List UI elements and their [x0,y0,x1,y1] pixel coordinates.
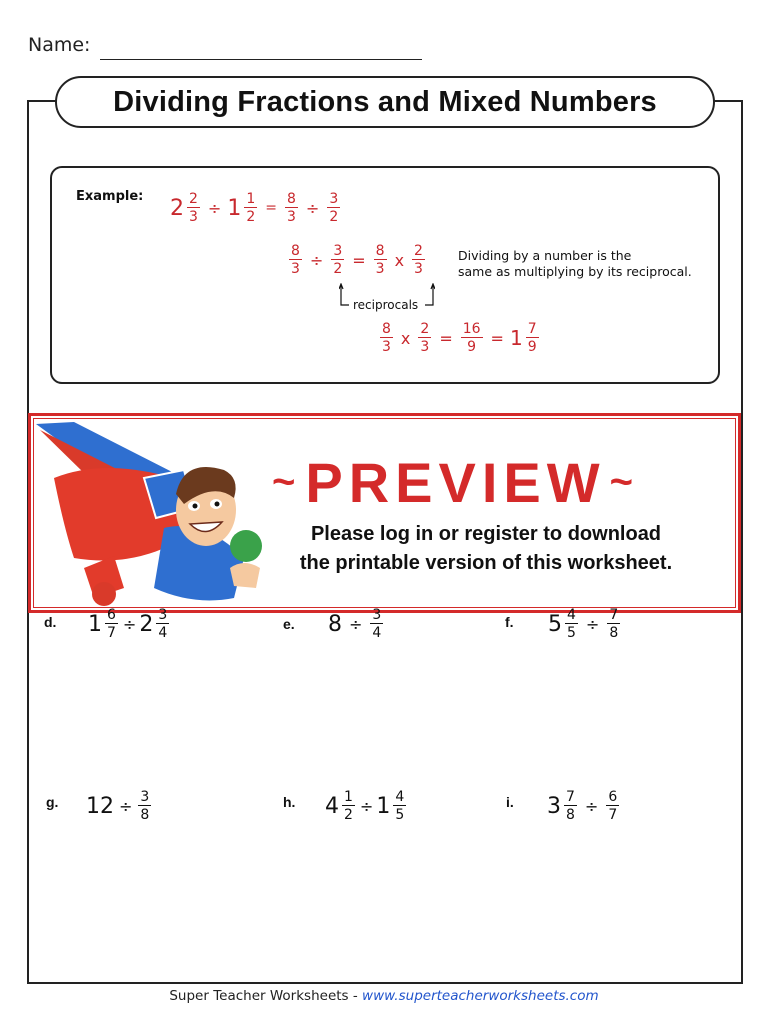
denominator: 9 [467,339,477,355]
numerator: 3 [158,607,168,623]
numerator: 1 [246,191,256,207]
numerator: 3 [140,789,150,805]
fraction [156,608,169,640]
problem-label-g: g. [46,794,59,810]
denominator: 8 [566,807,575,823]
denominator: 3 [420,339,430,355]
whole-number: 3 [547,793,561,819]
problem-f [548,608,622,640]
example-equation-1 [170,192,342,224]
numerator: 4 [395,789,405,805]
fraction [327,192,340,224]
footer-separator: - [348,988,363,1004]
denominator: 7 [608,807,618,823]
operator: ÷ [309,250,324,270]
denominator: 2 [344,807,353,823]
numerator: 7 [566,789,575,805]
operator: ÷ [584,796,599,816]
whole-number: 2 [139,611,154,637]
numerator: 1 [344,789,353,805]
whole-number: 1 [88,611,102,637]
numerator: 16 [462,321,481,337]
equals-sign: = [439,328,453,348]
fraction [138,790,151,822]
problem-label-e: e. [283,616,295,632]
numerator: 6 [608,789,618,805]
preview-message-line: the printable version of this worksheet. [299,552,673,574]
example-label: Example: [76,189,144,204]
problem-d [88,608,171,640]
fraction [461,322,483,354]
denominator: 3 [382,339,391,355]
title-banner [55,76,715,128]
whole-number: 4 [325,793,339,819]
numerator: 6 [107,607,116,623]
example-equation-2 [287,244,427,276]
fraction [380,322,393,354]
denominator: 8 [609,625,619,641]
whole-number: 2 [170,195,184,221]
fraction [564,790,577,822]
tilde-ornament: ~ [272,460,302,504]
numerator: 2 [414,243,423,259]
whole-number: 12 [86,793,114,819]
denominator: 2 [333,261,343,277]
fraction [565,608,578,640]
operator: ÷ [119,796,133,816]
problem-e [328,608,385,640]
frame-divider-right [712,100,743,102]
fraction [374,244,387,276]
fraction [526,322,539,354]
operator: ÷ [305,198,320,218]
problem-label-f: f. [505,614,514,630]
numerator: 8 [382,321,391,337]
preview-message-line: Please log in or register to download [310,523,662,545]
denominator: 3 [189,209,198,225]
problem-label-h: h. [283,794,296,810]
name-label: Name: [28,34,91,56]
denominator: 4 [158,625,168,641]
whole-number: 5 [548,611,562,637]
denominator: 3 [291,261,300,277]
numerator: 8 [291,243,300,259]
reciprocals-label: reciprocals [353,298,419,312]
numerator: 2 [189,191,198,207]
numerator: 8 [286,191,296,207]
operator: ÷ [585,614,600,634]
preview-word: PREVIEW [305,451,606,514]
operator: ÷ [207,198,222,218]
problem-label-i: i. [506,794,514,810]
numerator: 7 [609,607,619,623]
numerator: 7 [527,321,537,337]
denominator: 9 [527,339,537,355]
fraction [285,192,298,224]
numerator: 3 [329,191,339,207]
numerator: 4 [567,607,576,623]
problem-h [325,790,408,822]
denominator: 3 [375,261,385,277]
example-equation-3 [378,322,541,354]
fraction [370,608,383,640]
equals-sign: = [490,328,504,348]
name-field[interactable] [100,59,422,60]
whole-number: 1 [227,195,242,221]
fraction [393,790,406,822]
whole-number: 1 [376,793,391,819]
denominator: 5 [395,807,405,823]
equals-sign: = [265,200,277,216]
frame-divider-left [27,100,57,102]
fraction [244,192,257,224]
preview-heading [268,450,643,515]
note-line: same as multiplying by its reciprocal. [458,264,692,279]
fraction [342,790,355,822]
operator: ÷ [349,614,363,634]
operator: x [394,250,405,270]
problem-g [86,790,153,822]
fraction [331,244,344,276]
footer-link[interactable]: www.superteacherworksheets.com [362,988,599,1004]
denominator: 4 [372,625,382,641]
denominator: 3 [414,261,423,277]
equals-sign: = [352,250,366,270]
fraction [105,608,118,640]
whole-number: 1 [509,326,523,350]
numerator: 8 [375,243,385,259]
problem-label-d: d. [44,614,57,630]
denominator: 2 [246,209,256,225]
fraction [607,608,620,640]
fraction [187,192,200,224]
operator: ÷ [122,614,137,634]
operator: x [400,328,411,348]
numerator: 3 [333,243,343,259]
fraction [606,790,619,822]
denominator: 2 [329,209,339,225]
numerator: 3 [372,607,382,623]
footer-brand: Super Teacher Worksheets [169,988,349,1004]
denominator: 7 [107,625,116,641]
denominator: 8 [140,807,150,823]
operator: ÷ [359,796,374,816]
preview-message [258,520,714,578]
numerator: 2 [420,321,430,337]
page-title: Dividing Fractions and Mixed Numbers [113,85,657,118]
denominator: 3 [286,209,296,225]
fraction [289,244,302,276]
note-line: Dividing by a number is the [458,248,632,263]
problem-i [547,790,621,822]
superhero-mascot-icon [34,418,274,608]
example-note [458,248,692,280]
footer [0,988,768,1004]
fraction [418,322,431,354]
whole-number: 8 [328,611,342,637]
denominator: 5 [567,625,576,641]
fraction [412,244,425,276]
tilde-ornament: ~ [609,460,639,504]
